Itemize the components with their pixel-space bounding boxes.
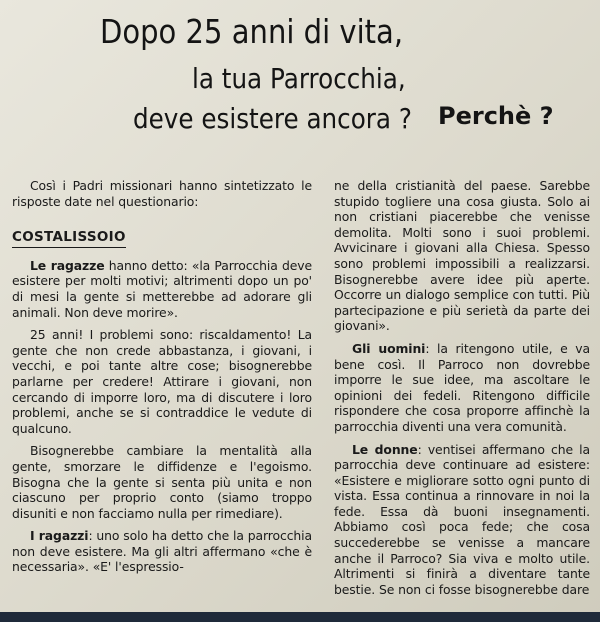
headline-line-1: Dopo 25 anni di vita, [100,12,404,51]
paragraph-continuation: ne della cristianità del paese. Sarebbe stupido togliere una cosa giusta. Solo ai non cristiani piacerebbe che venisse demolita. Molti sono i suoi problemi. Avvicinare i giovani alla Chiesa. Spesso sono problemi impossibili a realizzarsi. Bisognerebbe avere idee più aperte. Occorre un dialogo semplice con tutti. Più partecipazione e più serietà da parte dei giovani». [334,178,590,334]
paragraph-text: : uno solo ha detto che la parrocchia non deve esistere. Ma gli altri affermano «che è necessaria». «E' l'espressio- [12,528,312,575]
right-column [334,178,590,604]
paragraph-lead: I ragazzi [30,528,89,544]
paragraph-lead: Le donne [352,441,418,457]
left-column [12,178,312,582]
section-title: COSTALISSOIO [12,230,126,248]
paragraph-lead: Le ragazze [30,257,105,273]
headline-line-2: la tua Parrocchia, [192,62,406,95]
headline-accent: Perchè ? [438,102,554,130]
bottom-edge [0,612,600,622]
headline-line-3: deve esistere ancora ? [133,102,412,135]
paragraph-lead: Gli uomini [352,340,426,356]
paragraph-text: hanno detto: «la Parrocchia deve esistere per molti motivi; altrimenti dopo un po' di mesi la gente si metterebbe ad adorare gli animali. Non deve morire». [12,257,312,320]
paragraph-uomini [334,341,590,435]
intro-paragraph: Così i Padri missionari hanno sintetizzato le risposte date nel questionario: [12,178,312,209]
paragraph-donne [334,442,590,598]
paragraph-problemi: 25 anni! I problemi sono: riscaldamento! La gente che non crede abbastanza, i giovani, i vecchi, e poi tante altre cose; bisognerebbe parlarne per credere! Attirare i giovani, non cercando di imporre loro, ma di discutere i loro problemi, anche se si contraddice le vedute di qualcuno. [12,327,312,436]
paragraph-text: : la ritengono utile, e va bene così. Il Parroco non dovrebbe imporre le sue idee, ma ascoltare le opinioni dei fedeli. Ritengono difficile rispondere che cosa proporre affinchè la parrocchia diventi una vera comunità. [334,340,590,434]
paragraph-ragazzi [12,528,312,575]
paragraph-text: : ventisei affermano che la parrocchia deve continuare ad esistere: «Esistere e migliorare sotto ogni punto di vista. Essa continua a rinnovare in noi la fede. Essa dà buoni insegnamenti. Abbiamo così poca fede; che cosa succederebbe se venisse a mancare anche il Parroco? Sia viva e molto utile. Altrimenti si finirà a diventare tante bestie. Se non ci fosse bisognerebbe dare [334,441,590,597]
headline [0,0,600,150]
paragraph-ragazze [12,258,312,320]
paragraph-mentalita: Bisognerebbe cambiare la mentalità alla gente, smorzare le diffidenze e l'egoismo. Bisogna che la gente si senta più unita e non ciascuno per proprio conto (siamo troppo disuniti e non facciamo nulla per rimediare). [12,443,312,521]
